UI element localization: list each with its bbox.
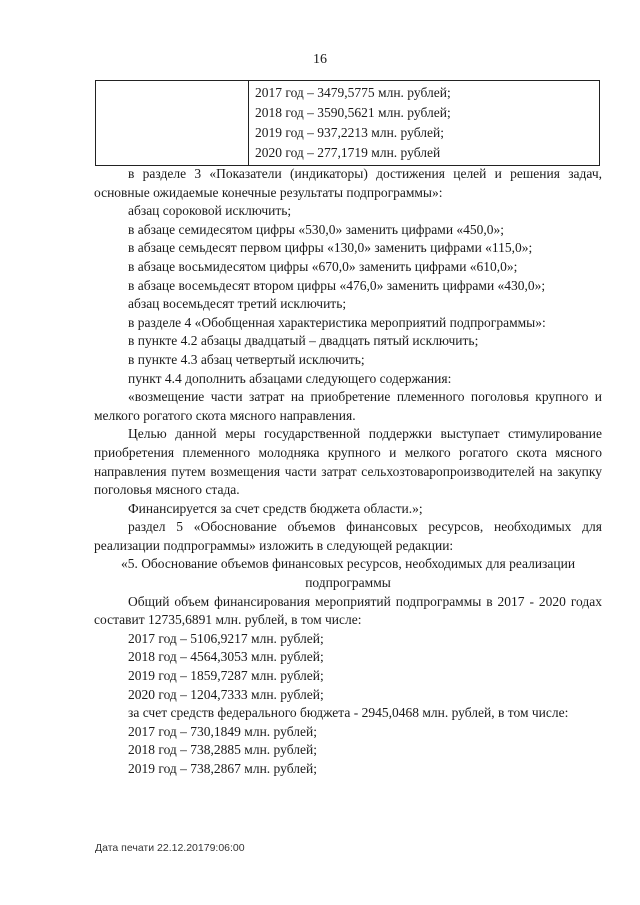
table-line: 2018 год – 3590,5621 млн. рублей; (255, 105, 451, 120)
table-row (96, 81, 600, 166)
table-line: 2017 год – 3479,5775 млн. рублей; (255, 85, 451, 100)
paragraph: в абзаце семидесятом цифры «530,0» заменить цифрами «450,0»; (128, 221, 505, 237)
paragraph: раздел 5 «Обоснование объемов финансовых ресурсов, необходимых для реализации подпрограммы» изложить в следующей редакции: (94, 519, 602, 553)
table-line: 2019 год – 937,2213 млн. рублей; (255, 125, 444, 140)
paragraph: пункт 4.4 дополнить абзацами следующего содержания: (128, 370, 452, 386)
table-line: 2020 год – 277,1719 млн. рублей (255, 145, 441, 160)
paragraph: 2017 год – 730,1849 млн. рублей; (128, 723, 317, 739)
table-cell-years (249, 81, 600, 166)
paragraph: в абзаце восьмидесятом цифры «670,0» заменить цифрами «610,0»; (128, 258, 518, 274)
paragraph: 2020 год – 1204,7333 млн. рублей; (128, 686, 324, 702)
paragraph: за счет средств федерального бюджета - 2945,0468 млн. рублей, в том числе: (128, 705, 569, 721)
section-heading: «5. Обоснование объемов финансовых ресурсов, необходимых для реализации подпрограммы (120, 556, 576, 591)
paragraph: 2019 год – 738,2867 млн. рублей; (128, 761, 317, 776)
paragraph: «возмещение части затрат на приобретение племенного поголовья крупного и мелкого рогатого скота мясного направления. (94, 389, 602, 423)
body-text (94, 165, 602, 779)
paragraph: абзац восемьдесят третий исключить; (128, 296, 347, 312)
paragraph: 2019 год – 1859,7287 млн. рублей; (128, 668, 324, 684)
paragraph: в абзаце семьдесят первом цифры «130,0» заменить цифрами «115,0»; (128, 240, 533, 256)
paragraph: Общий объем финансирования мероприятий подпрограммы в 2017 - 2020 годах составит 12735,6891 млн. рублей, в том числе: (94, 593, 602, 628)
page-number: 16 (313, 52, 327, 67)
paragraph: 2018 год – 4564,3053 млн. рублей; (128, 649, 324, 665)
paragraph: Целью данной меры государственной поддержки выступает стимулирование приобретения племенного молодняка крупного и мелкого рогатого скота мясного направления путем возмещения части затрат сельхозтоваропроизводителей на закупку поголовья мясного стада. (94, 426, 602, 498)
print-date-footer: Дата печати 22.12.20179:06:00 (95, 842, 245, 854)
paragraph: Финансируется за счет средств бюджета области.»; (128, 500, 423, 516)
paragraph: в пункте 4.3 абзац четвертый исключить; (128, 351, 365, 367)
budget-table (95, 80, 600, 166)
paragraph: в абзаце восемьдесят втором цифры «476,0» заменить цифрами «430,0»; (128, 277, 546, 293)
paragraph: в разделе 4 «Обобщенная характеристика мероприятий подпрограммы»: (128, 314, 546, 330)
paragraph: в разделе 3 «Показатели (индикаторы) достижения целей и решения задач, основные ожидаемые конечные результаты подпрограммы»: (94, 166, 602, 200)
paragraph: в пункте 4.2 абзацы двадцатый – двадцать пятый исключить; (128, 333, 479, 349)
paragraph: 2017 год – 5106,9217 млн. рублей; (128, 630, 324, 646)
paragraph: 2018 год – 738,2885 млн. рублей; (128, 742, 317, 758)
paragraph: абзац сороковой исключить; (128, 203, 292, 219)
table-cell-empty (96, 81, 249, 166)
